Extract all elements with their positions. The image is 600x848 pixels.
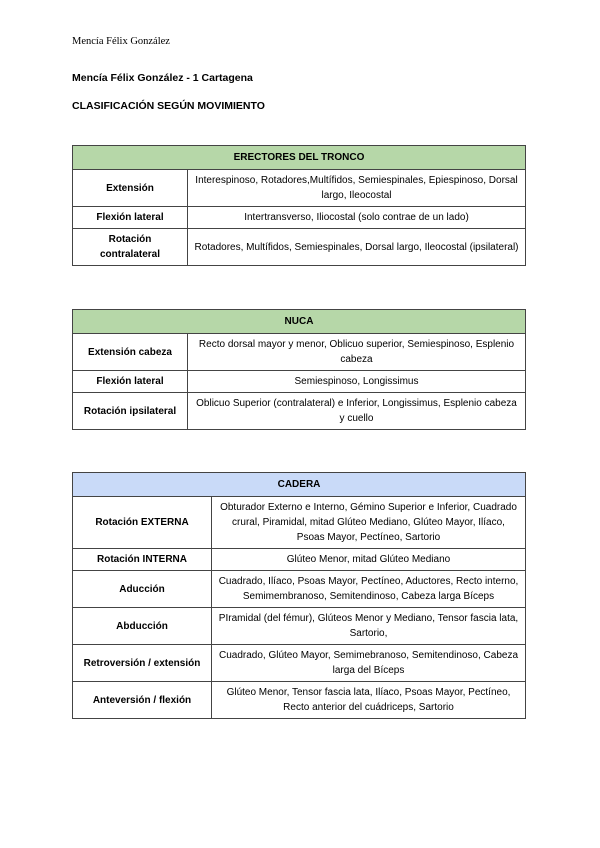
table-erectores-tronco xyxy=(72,145,526,266)
muscles-cell: Glúteo Menor, mitad Glúteo Mediano xyxy=(212,549,526,571)
table-header-row xyxy=(73,146,526,170)
table-cadera xyxy=(72,472,526,719)
document-subtitle: Mencía Félix González - 1 Cartagena xyxy=(72,72,253,84)
movement-cell: Aducción xyxy=(73,571,212,608)
movement-cell: Rotación INTERNA xyxy=(73,549,212,571)
muscles-cell: Glúteo Menor, Tensor fascia lata, Ilíaco, Psoas Mayor, Pectíneo, Recto anterior del cuádriceps, Sartorio xyxy=(212,682,526,719)
movement-cell: Abducción xyxy=(73,608,212,645)
document-header-name: Mencía Félix González xyxy=(72,36,170,47)
muscles-cell: Cuadrado, Glúteo Mayor, Semimebranoso, Semitendinoso, Cabeza larga del Bíceps xyxy=(212,645,526,682)
movement-cell: Retroversión / extensión xyxy=(73,645,212,682)
muscles-cell: PIramidal (del fémur), Glúteos Menor y Mediano, Tensor fascia lata, Sartorio, xyxy=(212,608,526,645)
table-row xyxy=(73,549,526,571)
table-row xyxy=(73,608,526,645)
movement-cell: Flexión lateral xyxy=(73,207,188,229)
movement-cell: Anteversión / flexión xyxy=(73,682,212,719)
table-row xyxy=(73,170,526,207)
muscles-cell: Obturador Externo e Interno, Gémino Superior e Inferior, Cuadrado crural, Piramidal, mitad Glúteo Mediano, Glúteo Mayor, Ilíaco, Psoas Mayor, Pectíneo, Sartorio xyxy=(212,497,526,549)
table-row xyxy=(73,571,526,608)
muscles-cell: Oblicuo Superior (contralateral) e Inferior, Longissimus, Esplenio cabeza y cuello xyxy=(188,393,526,430)
table-row xyxy=(73,229,526,266)
table-header-row xyxy=(73,310,526,334)
muscles-cell: Intertransverso, Iliocostal (solo contrae de un lado) xyxy=(188,207,526,229)
table-row xyxy=(73,334,526,371)
table-row xyxy=(73,645,526,682)
table-row xyxy=(73,393,526,430)
table-title: ERECTORES DEL TRONCO xyxy=(73,146,526,170)
table-header-row xyxy=(73,473,526,497)
muscles-cell: Semiespinoso, Longissimus xyxy=(188,371,526,393)
movement-cell: Extensión xyxy=(73,170,188,207)
muscles-cell: Rotadores, Multífidos, Semiespinales, Dorsal largo, Ileocostal (ipsilateral) xyxy=(188,229,526,266)
table-row xyxy=(73,497,526,549)
table-title: NUCA xyxy=(73,310,526,334)
muscles-cell: Recto dorsal mayor y menor, Oblicuo superior, Semiespinoso, Esplenio cabeza xyxy=(188,334,526,371)
table-nuca xyxy=(72,309,526,430)
muscles-cell: Interespinoso, Rotadores,Multífidos, Semiespinales, Epiespinoso, Dorsal largo, Ileocostal xyxy=(188,170,526,207)
muscles-cell: Cuadrado, Ilíaco, Psoas Mayor, Pectíneo, Aductores, Recto interno, Semimembranoso, Semitendinoso, Cabeza larga Bíceps xyxy=(212,571,526,608)
movement-cell: Rotación ipsilateral xyxy=(73,393,188,430)
movement-cell: Extensión cabeza xyxy=(73,334,188,371)
table-row xyxy=(73,682,526,719)
table-row xyxy=(73,207,526,229)
movement-cell: Rotación contralateral xyxy=(73,229,188,266)
table-row xyxy=(73,371,526,393)
movement-cell: Rotación EXTERNA xyxy=(73,497,212,549)
table-title: CADERA xyxy=(73,473,526,497)
movement-cell: Flexión lateral xyxy=(73,371,188,393)
section-title: CLASIFICACIÓN SEGÚN MOVIMIENTO xyxy=(72,100,265,112)
